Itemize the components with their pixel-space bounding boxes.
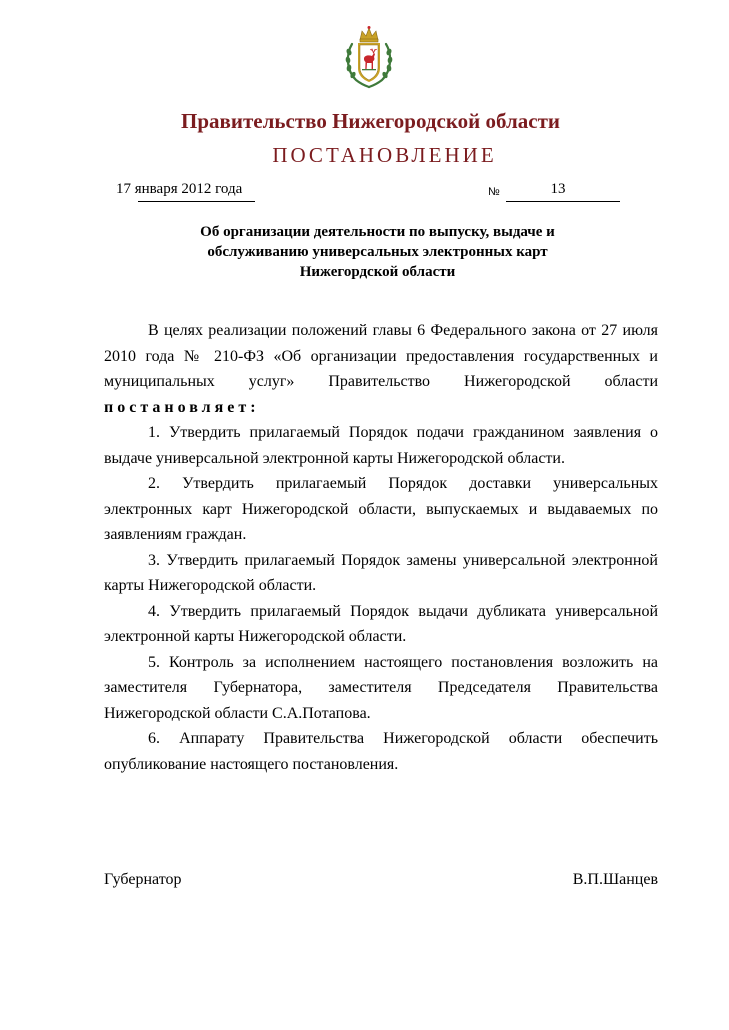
- preamble-paragraph: [104, 318, 658, 420]
- document-type: ПОСТАНОВЛЕНИЕ: [272, 143, 497, 167]
- signatory-name: В.П.Шанцев: [572, 871, 658, 888]
- subject-line: обслуживанию универсальных электронных карт: [207, 244, 548, 260]
- date-underline: [138, 201, 255, 202]
- subject-line: Нижегордской области: [299, 264, 456, 280]
- nizhny-novgorod-coat-of-arms-icon: [344, 24, 394, 90]
- signatory-role: Губернатор: [104, 871, 182, 888]
- document-date: 17 января 2012 года: [116, 181, 243, 197]
- number-underline: [506, 201, 620, 202]
- government-title: Правительство Нижегородской области: [181, 109, 560, 133]
- decree-item: 5. Контроль за исполнением настоящего постановления возложить на заместителя Губернатора, заместителя Председателя Правительства Нижегородской области С.А.Потапова.: [104, 653, 658, 722]
- document-subject: [150, 222, 605, 282]
- decree-item: 3. Утвердить прилагаемый Порядок замены универсальной электронной карты Нижегородской области.: [104, 551, 658, 594]
- document-number: 13: [550, 181, 566, 197]
- decree-item: 4. Утвердить прилагаемый Порядок выдачи дубликата универсальной электронной карты Нижегородской области.: [104, 602, 658, 645]
- decree-item: 2. Утвердить прилагаемый Порядок доставки универсальных электронных карт Нижегородской области, выпускаемых и выдаваемых по заявлениям граждан.: [104, 475, 658, 543]
- document-body: [104, 318, 658, 777]
- preamble-text: В целях реализации положений главы 6 Федерального закона от 27 июля 2010 года № 210-ФЗ «Об организации предоставления государственных и муниципальных услуг» Правительство Нижегородской области: [104, 322, 658, 390]
- subject-line: Об организации деятельности по выпуску, выдаче и: [200, 224, 555, 240]
- decree-word: постановляет:: [104, 398, 260, 416]
- decree-item: 6. Аппарату Правительства Нижегородской области обеспечить опубликование настоящего постановления.: [104, 730, 658, 773]
- number-sign: №: [488, 186, 500, 198]
- decree-item: 1. Утвердить прилагаемый Порядок подачи гражданином заявления о выдаче универсальной электронной карты Нижегородской области.: [104, 424, 658, 467]
